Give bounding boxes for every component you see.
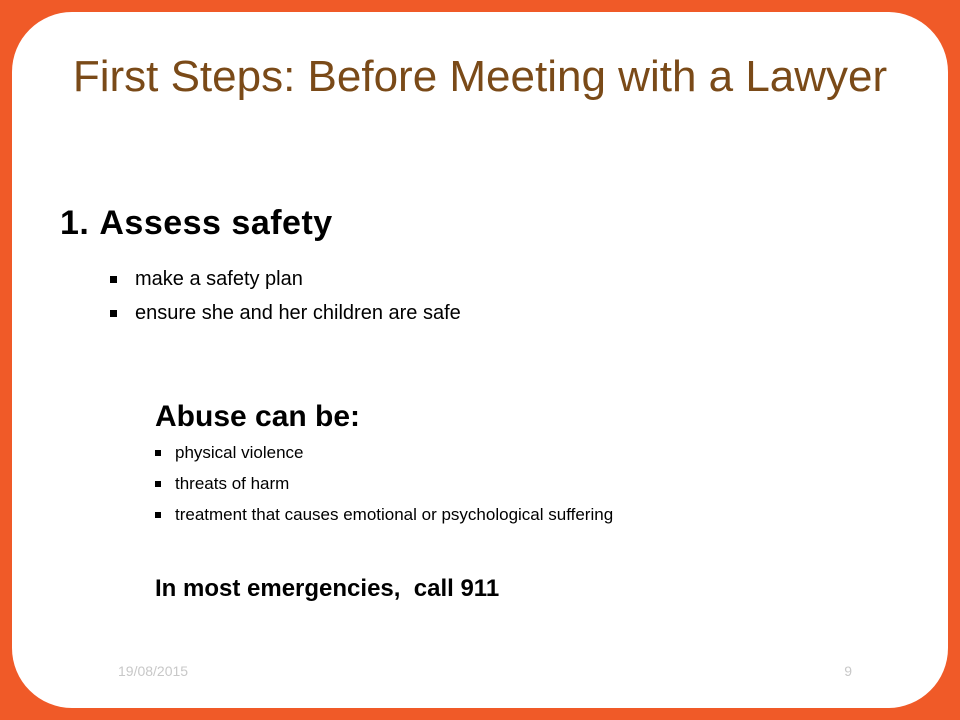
list-item: [155, 468, 613, 499]
section-heading-text: Assess safety: [99, 204, 333, 242]
list-item-text: make a safety plan: [135, 267, 303, 290]
list-item: [155, 437, 613, 468]
square-bullet-icon: [155, 512, 161, 518]
list-item-text: physical violence: [175, 442, 304, 462]
list-item: [110, 296, 461, 330]
list-item-text: treatment that causes emotional or psychological suffering: [175, 504, 614, 524]
abuse-list: [155, 437, 613, 530]
section-number: 1.: [60, 204, 90, 242]
list-item: [110, 262, 461, 296]
square-bullet-icon: [155, 450, 161, 456]
list-item-text: ensure she and her children are safe: [135, 301, 461, 324]
list-item-text: threats of harm: [175, 473, 290, 493]
square-bullet-icon: [110, 276, 117, 283]
slide: [12, 12, 948, 708]
safety-list: [110, 262, 461, 330]
slide-title: First Steps: Before Meeting with a Lawyer: [72, 52, 888, 101]
footer-date: 19/08/2015: [118, 663, 189, 679]
square-bullet-icon: [110, 310, 117, 317]
square-bullet-icon: [155, 481, 161, 487]
footer-page-number: 9: [844, 663, 852, 679]
emergency-note: In most emergencies, call 911: [155, 575, 500, 602]
abuse-heading: Abuse can be:: [155, 400, 361, 433]
list-item: [155, 499, 613, 530]
section-heading: [60, 204, 333, 243]
